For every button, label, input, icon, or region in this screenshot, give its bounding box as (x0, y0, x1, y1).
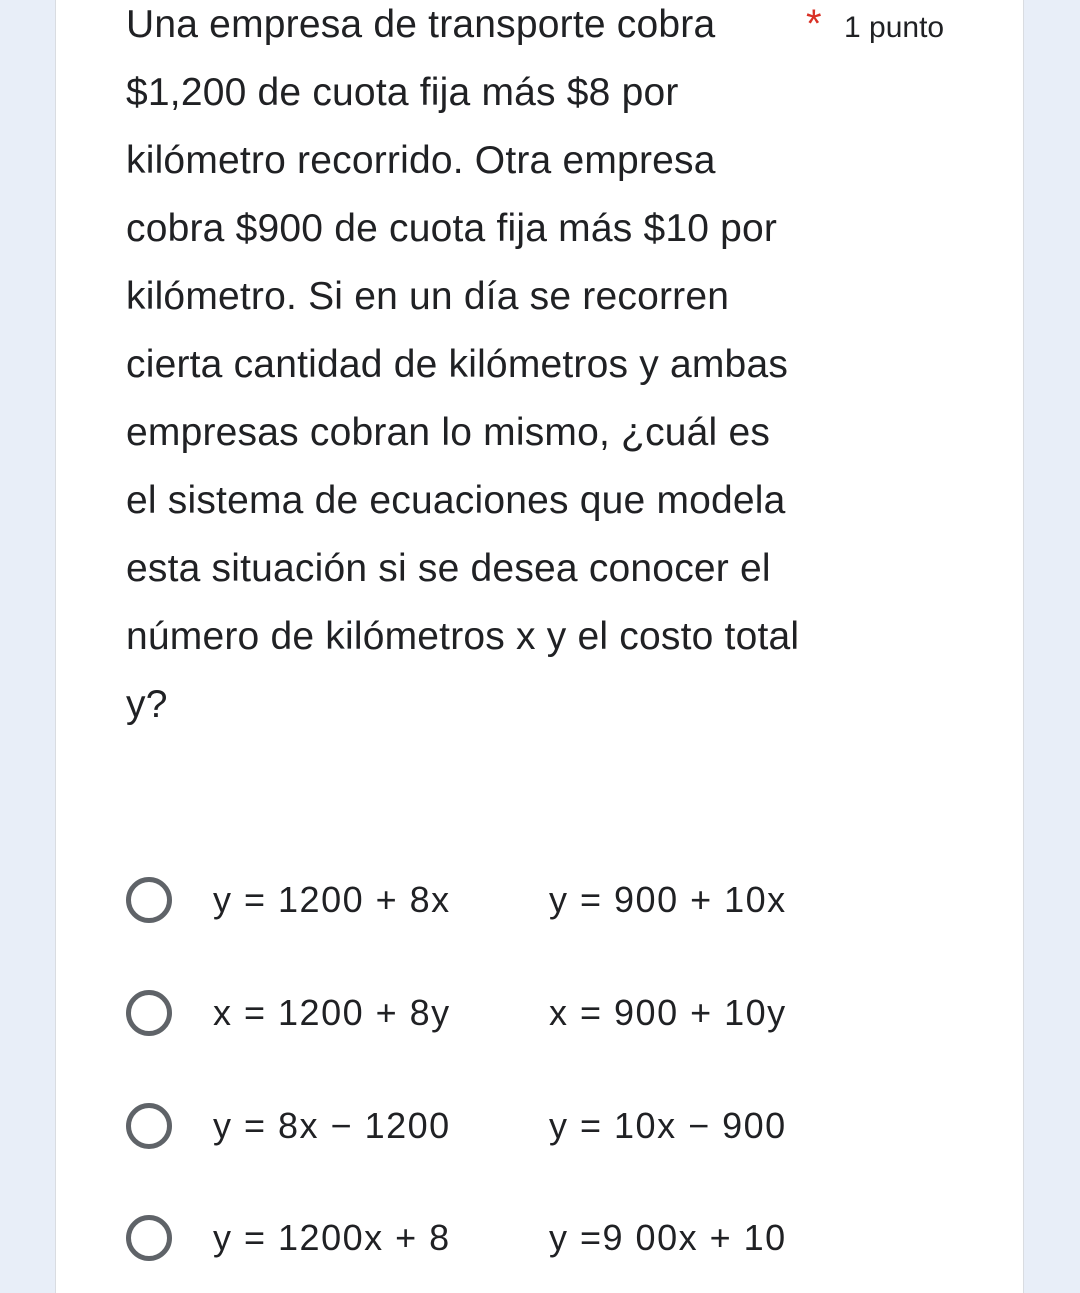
option-4-equation-1: y = 1200x + 8 (213, 1217, 451, 1258)
option-1-equation-1: y = 1200 + 8x (213, 879, 451, 920)
option-1-equation-2: y = 900 + 10x (549, 879, 787, 920)
option-1[interactable] (126, 877, 886, 937)
radio-button-3[interactable] (126, 1103, 172, 1149)
option-2-equation-1: x = 1200 + 8y (213, 992, 451, 1033)
radio-button-2[interactable] (126, 990, 172, 1036)
required-asterisk: * (806, 2, 822, 46)
option-2[interactable] (126, 990, 886, 1050)
option-3-equation-2: y = 10x − 900 (549, 1105, 787, 1146)
option-4[interactable] (126, 1215, 886, 1275)
question-text: Una empresa de transporte cobra $1,200 de cuota fija más $8 por kilómetro recorrido. Otra empresa cobra $900 de cuota fija más $10 por kilómetro. Si en un día se recorren cierta cantidad de kilómetros y ambas empresas cobran lo mismo, ¿cuál es el sistema de ecuaciones que modela esta situación si se desea conocer el número de kilómetros x y el costo total y? (126, 3, 800, 726)
radio-button-4[interactable] (126, 1215, 172, 1261)
points-label: 1 punto (844, 11, 945, 44)
option-2-equation-2: x = 900 + 10y (549, 992, 787, 1033)
option-3-equation-1: y = 8x − 1200 (213, 1105, 451, 1146)
radio-button-1[interactable] (126, 877, 172, 923)
option-4-equation-2: y =9 00x + 10 (549, 1217, 787, 1258)
option-3[interactable] (126, 1103, 886, 1163)
question-card (55, 0, 1024, 1293)
